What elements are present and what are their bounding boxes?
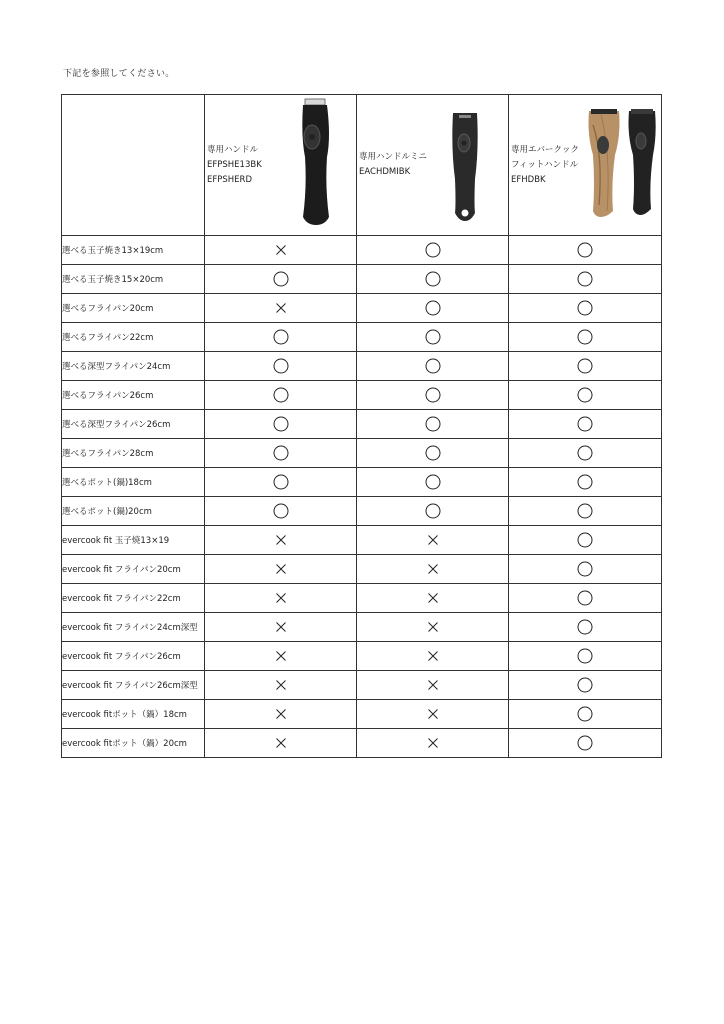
table-row — [62, 584, 662, 613]
row-label: 選べるフライパン26cm — [62, 381, 205, 410]
table-row — [62, 381, 662, 410]
instruction-note: 下記を参照してください。 — [63, 69, 175, 79]
compat-cell — [357, 265, 509, 294]
compat-cell — [357, 439, 509, 468]
compat-cell — [509, 352, 662, 381]
compat-cell — [509, 584, 662, 613]
compatible-circle-icon — [425, 416, 441, 432]
compatible-circle-icon — [425, 387, 441, 403]
compat-cell — [205, 265, 357, 294]
compat-cell — [509, 381, 662, 410]
compat-cell — [509, 555, 662, 584]
table-row — [62, 526, 662, 555]
compat-cell — [205, 526, 357, 555]
compat-cell — [509, 671, 662, 700]
compatible-circle-icon — [577, 387, 593, 403]
row-label: evercook fit フライパン24cm深型 — [62, 613, 205, 642]
product-column-handle-mini — [357, 95, 509, 236]
compatible-circle-icon — [577, 677, 593, 693]
compatible-circle-icon — [577, 503, 593, 519]
compat-cell — [357, 381, 509, 410]
row-label: evercook fit フライパン22cm — [62, 584, 205, 613]
table-row — [62, 497, 662, 526]
incompatible-cross-icon — [275, 708, 287, 720]
incompatible-cross-icon — [427, 679, 439, 691]
compatible-circle-icon — [577, 329, 593, 345]
compat-cell — [205, 700, 357, 729]
compat-cell — [205, 410, 357, 439]
compat-cell — [357, 671, 509, 700]
compat-cell — [357, 526, 509, 555]
incompatible-cross-icon — [275, 621, 287, 633]
compat-cell — [205, 352, 357, 381]
compat-cell — [357, 613, 509, 642]
compat-cell — [357, 294, 509, 323]
incompatible-cross-icon — [427, 621, 439, 633]
compatible-circle-icon — [425, 242, 441, 258]
product-name-line: 専用エバークック — [511, 144, 580, 155]
compat-cell — [509, 236, 662, 265]
compat-cell — [509, 497, 662, 526]
table-row — [62, 439, 662, 468]
compatible-circle-icon — [273, 445, 289, 461]
black-mini-handle-image — [447, 109, 483, 223]
compatible-circle-icon — [273, 387, 289, 403]
compatible-circle-icon — [273, 416, 289, 432]
product-column-handle — [205, 95, 357, 236]
compat-cell — [205, 584, 357, 613]
row-label: 選べるフライパン28cm — [62, 439, 205, 468]
compat-cell — [357, 700, 509, 729]
table-row — [62, 642, 662, 671]
incompatible-cross-icon — [427, 737, 439, 749]
product-name-line: 専用ハンドル — [207, 144, 259, 155]
compat-cell — [205, 555, 357, 584]
compat-cell — [357, 468, 509, 497]
compatible-circle-icon — [577, 561, 593, 577]
row-label: evercook fitポット（鍋）20cm — [62, 729, 205, 758]
compatible-circle-icon — [577, 300, 593, 316]
compat-cell — [357, 642, 509, 671]
product-label — [359, 150, 427, 180]
compatible-circle-icon — [577, 619, 593, 635]
black-handle-image — [295, 97, 337, 227]
table-row — [62, 613, 662, 642]
incompatible-cross-icon — [427, 534, 439, 546]
table-row — [62, 236, 662, 265]
compatible-circle-icon — [273, 271, 289, 287]
compat-cell — [205, 294, 357, 323]
compatible-circle-icon — [577, 532, 593, 548]
row-label: 選べる深型フライパン24cm — [62, 352, 205, 381]
table-row — [62, 410, 662, 439]
compat-cell — [205, 642, 357, 671]
product-label — [511, 143, 579, 188]
table-row — [62, 671, 662, 700]
row-label: evercook fitポット（鍋）18cm — [62, 700, 205, 729]
compat-cell — [509, 410, 662, 439]
product-code-line: EFHDBK — [511, 174, 546, 185]
row-label: 選べるポット(鍋)20cm — [62, 497, 205, 526]
table-row — [62, 555, 662, 584]
product-column-fit-handle — [509, 95, 662, 236]
table-row — [62, 352, 662, 381]
row-label: evercook fit 玉子焼13×19 — [62, 526, 205, 555]
incompatible-cross-icon — [427, 563, 439, 575]
row-label: evercook fit フライパン26cm — [62, 642, 205, 671]
header-corner-cell — [62, 95, 205, 236]
row-label: 選べる玉子焼き15×20cm — [62, 265, 205, 294]
incompatible-cross-icon — [427, 650, 439, 662]
incompatible-cross-icon — [275, 563, 287, 575]
product-label — [207, 143, 262, 188]
compatible-circle-icon — [577, 358, 593, 374]
incompatible-cross-icon — [427, 708, 439, 720]
compatible-circle-icon — [577, 735, 593, 751]
incompatible-cross-icon — [427, 592, 439, 604]
table-row — [62, 468, 662, 497]
compat-cell — [357, 497, 509, 526]
compat-cell — [205, 439, 357, 468]
compat-cell — [205, 497, 357, 526]
compatible-circle-icon — [577, 706, 593, 722]
compat-cell — [357, 236, 509, 265]
compat-cell — [205, 468, 357, 497]
compat-cell — [205, 729, 357, 758]
compat-cell — [509, 468, 662, 497]
compat-cell — [509, 729, 662, 758]
row-label: evercook fit フライパン20cm — [62, 555, 205, 584]
compatible-circle-icon — [425, 474, 441, 490]
compatible-circle-icon — [425, 358, 441, 374]
compat-cell — [205, 613, 357, 642]
incompatible-cross-icon — [275, 534, 287, 546]
incompatible-cross-icon — [275, 679, 287, 691]
compatible-circle-icon — [577, 271, 593, 287]
incompatible-cross-icon — [275, 737, 287, 749]
compatible-circle-icon — [273, 358, 289, 374]
row-label: 選べる深型フライパン26cm — [62, 410, 205, 439]
product-code-line: EACHDMIBK — [359, 167, 411, 177]
table-row — [62, 323, 662, 352]
table-row — [62, 294, 662, 323]
table-header-row — [62, 95, 662, 236]
table-row — [62, 729, 662, 758]
compatible-circle-icon — [425, 503, 441, 519]
row-label: evercook fit フライパン26cm深型 — [62, 671, 205, 700]
wood-and-black-handles-image — [585, 105, 661, 221]
compatible-circle-icon — [273, 474, 289, 490]
compatible-circle-icon — [273, 503, 289, 519]
compat-cell — [509, 700, 662, 729]
incompatible-cross-icon — [275, 650, 287, 662]
incompatible-cross-icon — [275, 302, 287, 314]
table-row — [62, 700, 662, 729]
compat-cell — [509, 439, 662, 468]
compatible-circle-icon — [577, 445, 593, 461]
compatible-circle-icon — [425, 329, 441, 345]
product-code-line: EFPSHERD — [207, 174, 252, 185]
compat-cell — [357, 729, 509, 758]
table-row — [62, 265, 662, 294]
row-label: 選べるフライパン20cm — [62, 294, 205, 323]
row-label: 選べる玉子焼き13×19cm — [62, 236, 205, 265]
compatible-circle-icon — [577, 242, 593, 258]
compatible-circle-icon — [273, 329, 289, 345]
compat-cell — [205, 671, 357, 700]
compatible-circle-icon — [425, 300, 441, 316]
row-label: 選べるフライパン22cm — [62, 323, 205, 352]
compat-cell — [509, 613, 662, 642]
product-name-line: 専用ハンドルミニ — [359, 152, 428, 162]
compat-cell — [357, 584, 509, 613]
compat-cell — [357, 323, 509, 352]
compat-cell — [205, 323, 357, 352]
compat-cell — [509, 265, 662, 294]
compat-cell — [205, 236, 357, 265]
incompatible-cross-icon — [275, 244, 287, 256]
compatible-circle-icon — [577, 474, 593, 490]
compat-cell — [357, 410, 509, 439]
compat-cell — [357, 555, 509, 584]
compatible-circle-icon — [425, 445, 441, 461]
incompatible-cross-icon — [275, 592, 287, 604]
compatible-circle-icon — [425, 271, 441, 287]
compat-cell — [357, 352, 509, 381]
product-name-line: フィットハンドル — [511, 159, 579, 170]
compat-cell — [509, 323, 662, 352]
product-code-line: EFPSHE13BK — [207, 159, 262, 170]
compat-cell — [509, 294, 662, 323]
compatible-circle-icon — [577, 416, 593, 432]
compat-cell — [509, 642, 662, 671]
row-label: 選べるポット(鍋)18cm — [62, 468, 205, 497]
compat-cell — [509, 526, 662, 555]
compat-cell — [205, 381, 357, 410]
compatibility-table — [61, 94, 662, 758]
compatible-circle-icon — [577, 590, 593, 606]
compatible-circle-icon — [577, 648, 593, 664]
